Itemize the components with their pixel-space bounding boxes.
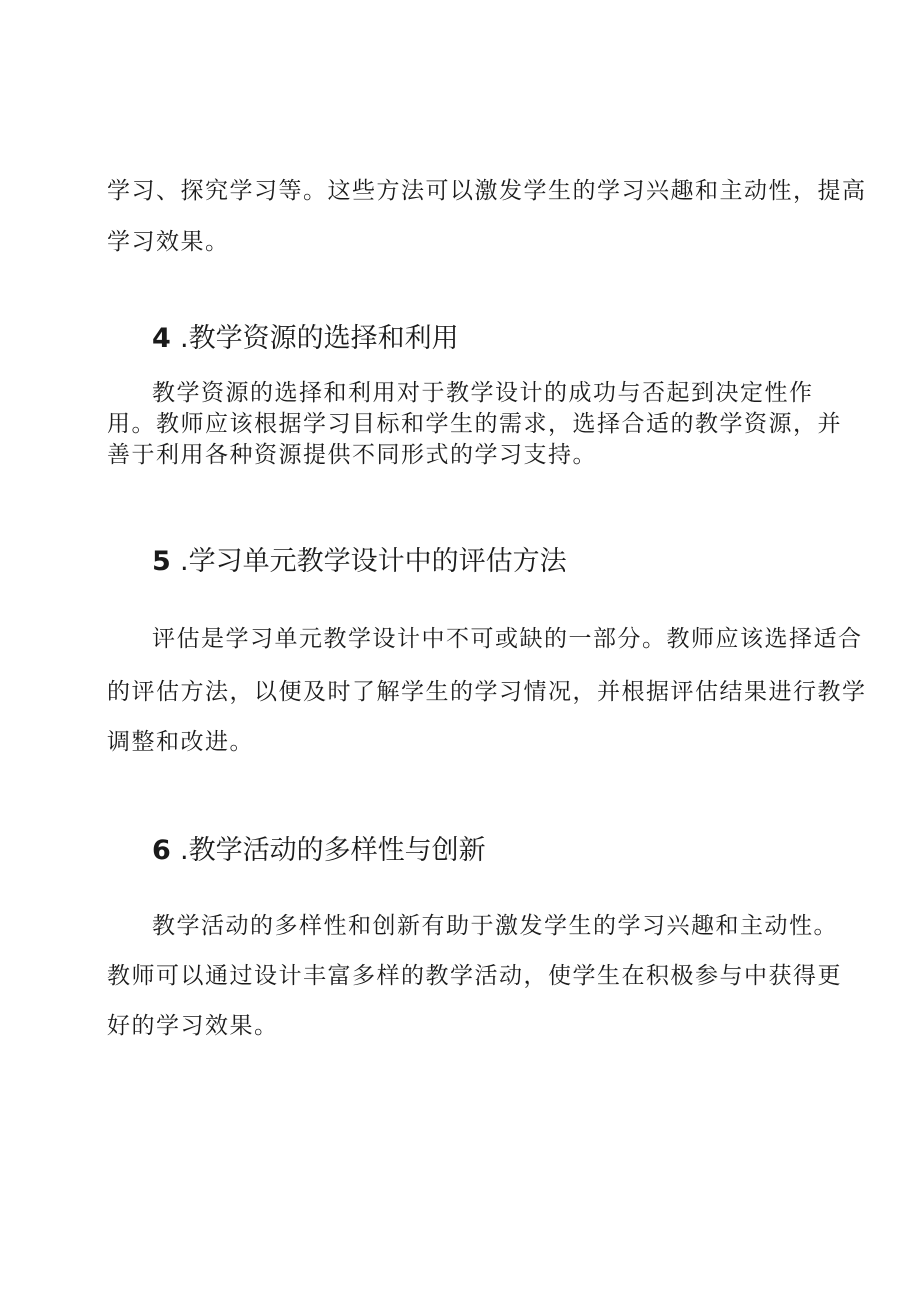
section-4-title: .教学资源的选择和利用 [180, 323, 459, 354]
section-4-paragraph-line-1: 教学资源的选择和利用对于教学设计的成功与否起到决定性作 [152, 380, 814, 406]
section-5-paragraph-line-2: 的评估方法，以便及时了解学生的学习情况，并根据评估结果进行教学 [107, 679, 867, 705]
section-6-paragraph-line-1: 教学活动的多样性和创新有助于激发学生的学习兴趣和主动性。 [152, 913, 838, 939]
section-4-paragraph-line-2: 用。教师应该根据学习目标和学生的需求，选择合适的教学资源，并 [107, 411, 842, 437]
section-4-paragraph-line-3: 善于利用各种资源提供不同形式的学习支持。 [107, 442, 597, 468]
section-5-heading [152, 545, 567, 579]
section-5-title: .学习单元教学设计中的评估方法 [180, 546, 567, 577]
section-4-heading [152, 322, 459, 356]
section-5-number: 5 [152, 546, 171, 577]
section-4-number: 4 [152, 323, 171, 354]
section-6-paragraph-line-3: 好的学习效果。 [107, 1013, 279, 1039]
section-6-paragraph-line-2: 教师可以通过设计丰富多样的教学活动，使学生在积极参与中获得更 [107, 963, 842, 989]
section-5-paragraph-line-1: 评估是学习单元教学设计中不可或缺的一部分。教师应该选择适合 [152, 626, 863, 652]
section-5-paragraph-line-3: 调整和改进。 [107, 729, 254, 755]
intro-paragraph-line-2: 学习效果。 [107, 229, 230, 255]
section-6-heading [152, 834, 486, 868]
section-6-title: .教学活动的多样性与创新 [180, 835, 486, 866]
intro-paragraph-line-1: 学习、探究学习等。这些方法可以激发学生的学习兴趣和主动性，提高 [107, 178, 867, 204]
section-6-number: 6 [152, 835, 171, 866]
